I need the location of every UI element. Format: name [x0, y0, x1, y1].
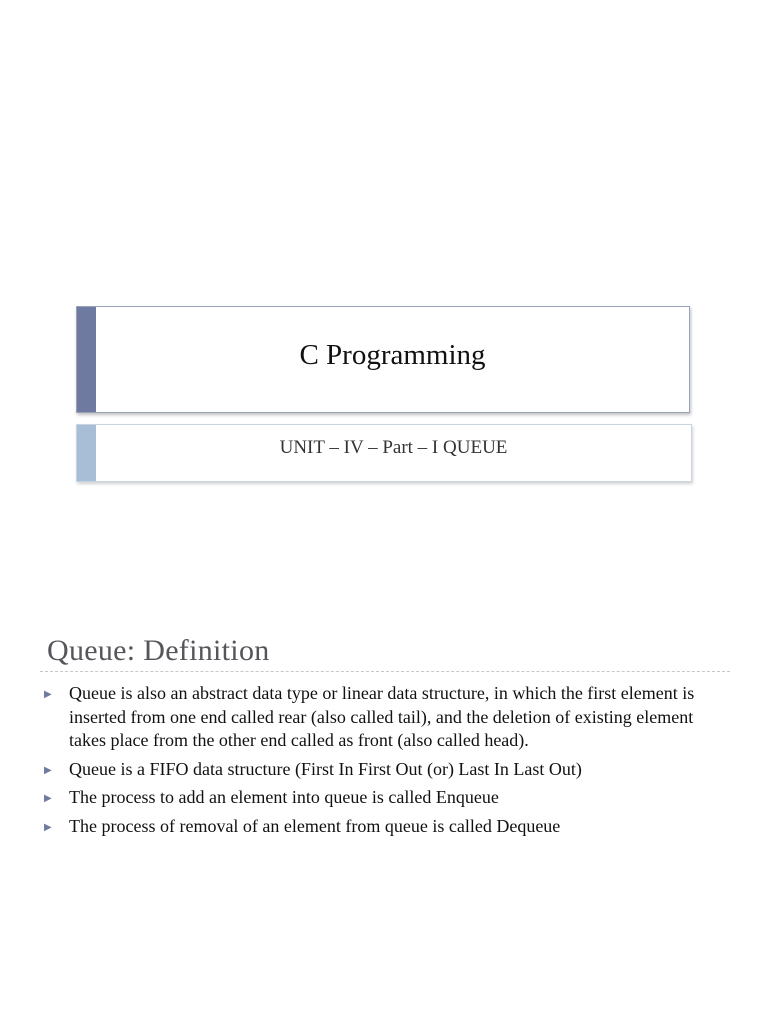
bullet-item — [44, 815, 724, 839]
bullet-text: The process to add an element into queue is called Enqueue — [69, 787, 499, 807]
title-accent-bar — [77, 307, 96, 412]
slide-subtitle: UNIT – IV – Part – I QUEUE — [279, 437, 508, 458]
bullet-text: The process of removal of an element from queue is called Dequeue — [69, 815, 561, 836]
bullet-item — [44, 682, 724, 753]
triangle-bullet-icon: ▶ — [44, 821, 52, 833]
bullet-text: Queue is a FIFO data structure (First In First Out (or) Last In Last Out) — [69, 758, 582, 779]
bullet-item — [44, 786, 724, 810]
triangle-bullet-icon: ▶ — [44, 793, 52, 804]
triangle-bullet-icon: ▶ — [44, 689, 52, 700]
slide-title: C Programming — [299, 339, 486, 371]
subtitle-box — [76, 424, 692, 482]
triangle-bullet-icon: ▶ — [44, 764, 52, 776]
definition-bullet-list — [44, 682, 724, 843]
definition-heading: Queue: Definition — [47, 634, 270, 667]
title-box — [76, 306, 690, 413]
heading-divider — [40, 671, 730, 672]
bullet-text: Queue is also an abstract data type or linear data structure, in which the first element is inserted from one end called rear (also called tail), and the deletion of existing element takes place from the other end called as front (also called head). — [69, 683, 695, 750]
bullet-item — [44, 758, 724, 782]
subtitle-accent-bar — [77, 425, 96, 481]
